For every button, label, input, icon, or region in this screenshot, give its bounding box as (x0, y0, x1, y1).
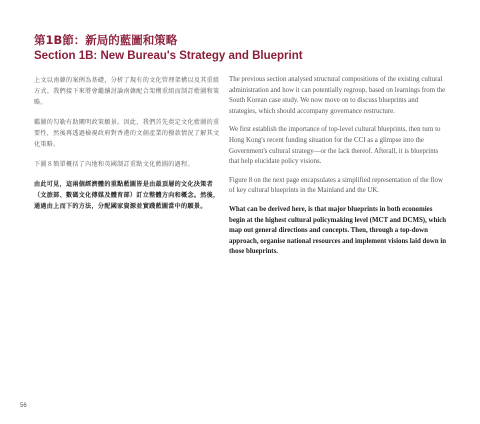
english-paragraph-1: The previous section analysed structural compositions of the existing cultural administration and how it can potentially regroup, based on learnings from the South Korean case study. We now move on to discuss blueprints and strategies, which should accompany governance restructure. (229, 76, 446, 115)
section-title-chinese: 第1B節：新局的藍圖和策略 (34, 33, 178, 47)
section-heading (34, 33, 454, 63)
section-title-english: Section 1B: New Bureau's Strategy and Blueprint (34, 50, 303, 62)
english-text-column (229, 75, 447, 266)
chinese-text-column (34, 75, 220, 221)
chinese-paragraph-2: 鑑圖的勾勒有助闡明政策願景。因此，我們首先奠定文化藍圖的重要性，然後再透過檢視政府對香港的文創產業的撥款情況了解其文化策略。 (34, 119, 220, 148)
chinese-paragraph-1: 上文以南韓的案例為基礎，分析了現有的文化管理架構以及其重組方式。我們接下來將會繼續討論南韓配合架構重組而制訂藍圖和策略。 (34, 77, 220, 106)
page-number: 56 (20, 403, 27, 409)
english-paragraph-2: We first establish the importance of top-level cultural blueprints, then turn to Hong Kong's recent funding situation for the CCI as a glimpse into the Government's cultural strategy—or the lack thereof. Afterall, it is blueprints that help elucidate policy visions. (229, 126, 441, 166)
chinese-paragraph-3: 下圖８簡單概括了內地和英國制訂重點文化藍圖的過程。 (34, 161, 194, 168)
chinese-paragraph-4-emphasis: 由此可見，這兩個經濟體的重點藍圖皆是由最頂層的文化決策者（文旅部、數碼文化傳媒及體育部）訂立整體方向和概念。然後，通過由上而下的方法，分配國家資源並實踐藍圖當中的願景。 (34, 181, 220, 210)
english-paragraph-3: Figure 8 on the next page encapsulates a simplified representation of the flow of key cultural blueprints in the Mainland and the UK. (229, 176, 443, 195)
english-paragraph-4-emphasis: What can be derived here, is that major blueprints in both economies begin at the highest cultural policymaking level (MCT and DCMS), which map out general directions and concepts. Then, through a top-down approach, organise national resources and implement visions laid down in those blueprints. (229, 205, 447, 256)
